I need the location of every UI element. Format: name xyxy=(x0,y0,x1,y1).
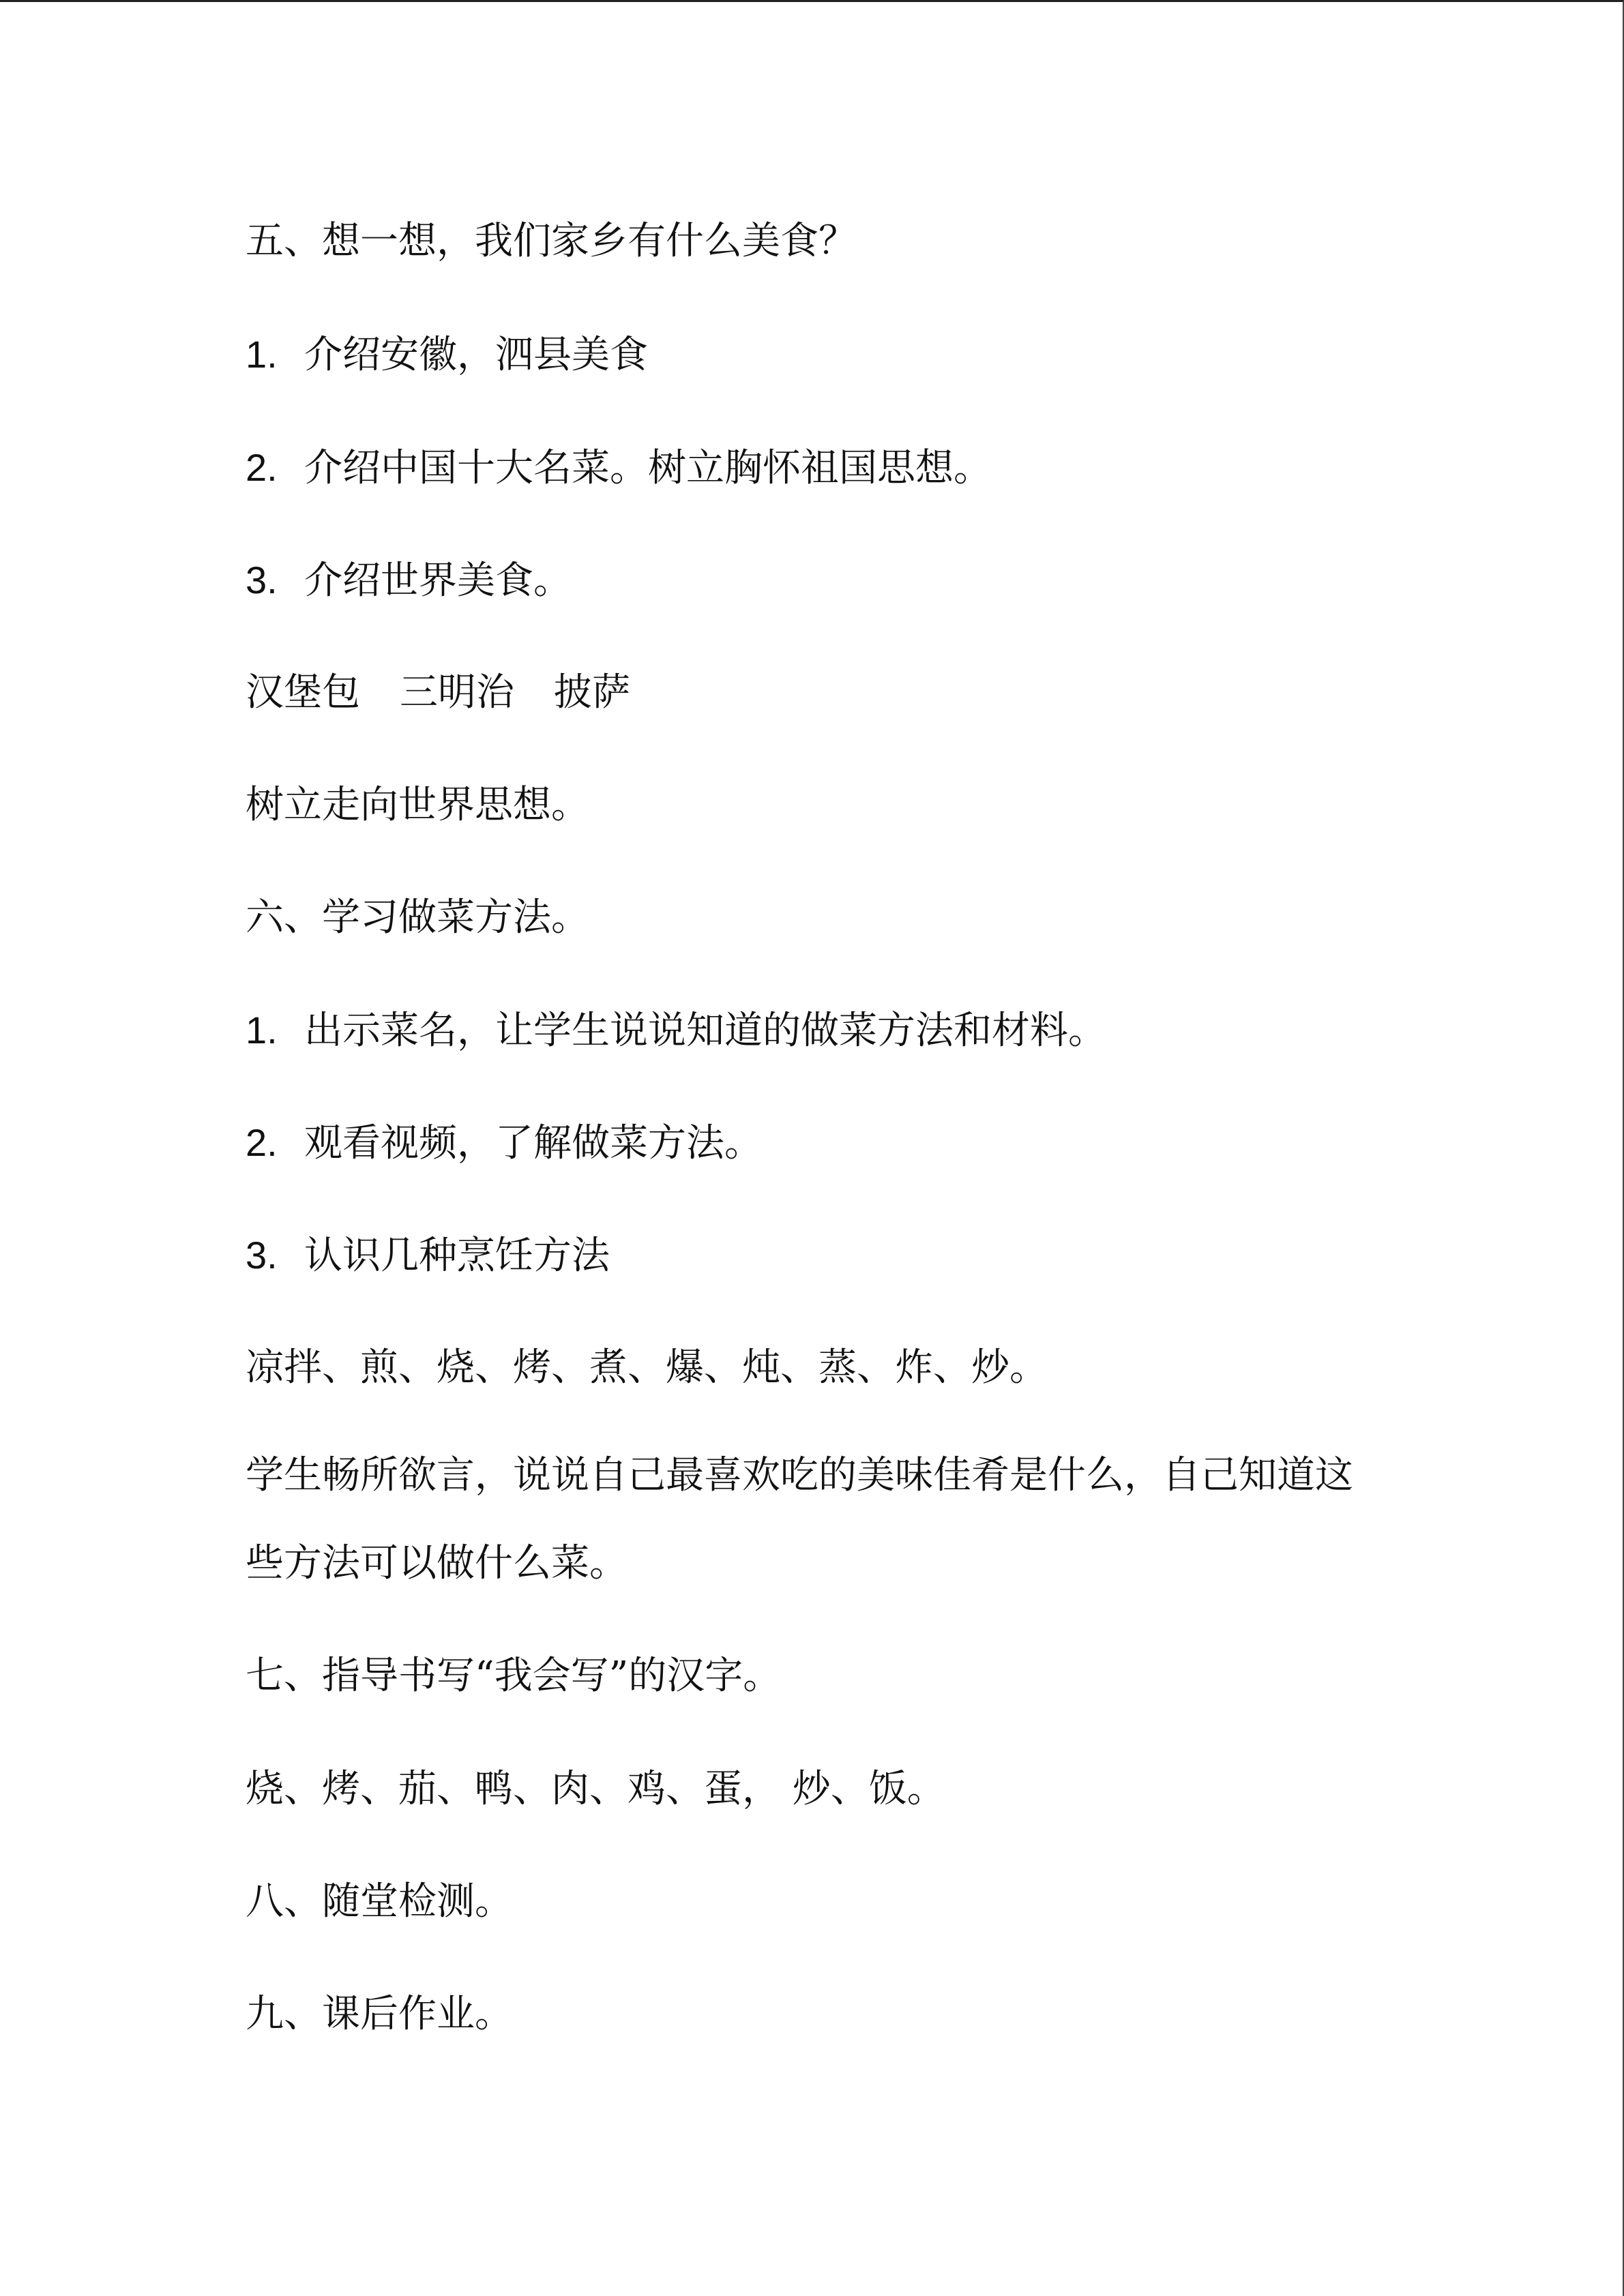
line-text: 学生畅所欲言，说说自己最喜欢吃的美味佳肴是什么，自己知道这 xyxy=(246,1453,1353,1497)
section-heading-8 xyxy=(246,1878,513,1926)
line-text: 介绍世界美食。 xyxy=(304,558,572,603)
line-text: 树立走向世界思想。 xyxy=(246,783,589,827)
paragraph-line xyxy=(246,781,589,829)
list-number: 1. xyxy=(246,1009,278,1052)
line-text: 出示菜名，让学生说说知道的做菜方法和材料。 xyxy=(304,1009,1106,1053)
line-text: 九、课后作业。 xyxy=(246,1992,513,2036)
list-number: 2. xyxy=(246,1121,278,1164)
line-text: 五、想一想，我们家乡有什么美食？ xyxy=(246,219,857,263)
paragraph-line xyxy=(246,1344,1048,1392)
line-text: 烧、烤、茄、鸭、肉、鸡、蛋， 炒、饭。 xyxy=(246,1767,945,1811)
line-text: 观看视频，了解做菜方法。 xyxy=(304,1121,763,1165)
food-item: 汉堡包 xyxy=(246,670,360,715)
section-heading-5 xyxy=(246,218,857,265)
line-text: 六、学习做菜方法。 xyxy=(246,895,589,940)
list-number: 1. xyxy=(246,333,278,376)
list-number: 3. xyxy=(246,1234,278,1277)
section-heading-7 xyxy=(246,1652,781,1700)
line-text: 介绍中国十大名菜。树立胸怀祖国思想。 xyxy=(304,446,992,490)
section-heading-6 xyxy=(246,894,589,942)
list-number: 3. xyxy=(246,558,278,601)
list-number: 2. xyxy=(246,446,278,489)
list-item xyxy=(246,556,572,605)
line-text: 认识几种烹饪方法 xyxy=(304,1234,610,1278)
line-text: 些方法可以做什么菜。 xyxy=(246,1541,628,1585)
list-item xyxy=(246,444,992,492)
food-item: 披萨 xyxy=(554,670,630,715)
line-text: 七、指导书写“我会写”的汉字。 xyxy=(246,1654,782,1698)
list-item xyxy=(246,1232,610,1280)
paragraph-line xyxy=(246,1765,945,1813)
line-text: 八、随堂检测。 xyxy=(246,1879,513,1924)
line-text: 凉拌、煎、烧、烤、煮、爆、炖、蒸、炸、炒。 xyxy=(246,1345,1048,1390)
section-heading-9 xyxy=(246,1991,513,2038)
list-item xyxy=(246,331,648,379)
paragraph-line xyxy=(246,1452,1353,1500)
list-item xyxy=(246,1119,763,1167)
paragraph-line xyxy=(246,1540,628,1587)
food-item: 三明治 xyxy=(400,670,514,715)
list-item xyxy=(246,1007,1106,1055)
food-items-line xyxy=(246,669,630,717)
line-text: 介绍安徽，泗县美食 xyxy=(304,333,648,377)
